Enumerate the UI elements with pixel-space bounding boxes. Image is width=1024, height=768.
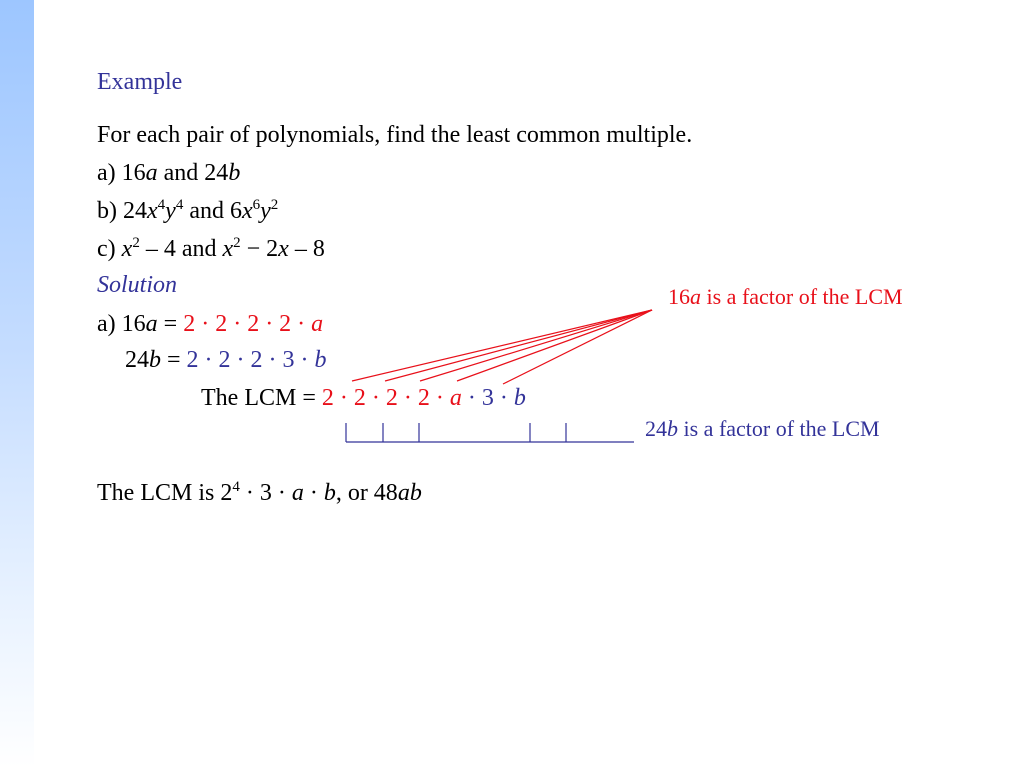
part-c: c) $x^2 - 4$ and $x^2 - 2x - 8$ <box>97 235 325 262</box>
slide-title: Example <box>97 69 183 95</box>
final-answer: The LCM is $2^4 \cdot 3 \cdot a \cdot b$, or 48ab <box>97 479 422 506</box>
note-24b-factor: 24b is a factor of the LCM <box>645 416 880 441</box>
solution-a: a) 16a = 2 · 2 · 2 · 2 · a <box>97 311 324 337</box>
red-pointer-lines <box>352 310 652 384</box>
lcm-line: The LCM = 2 · 2 · 2 · 2 · a · 3 · b <box>201 385 526 411</box>
part-a: a) 16a and 24b <box>97 160 241 186</box>
solution-label: Solution <box>97 272 178 298</box>
note-16a-factor: 16a is a factor of the LCM <box>668 284 903 309</box>
solution-b: 24b = 2 · 2 · 2 · 3 · b <box>125 347 327 373</box>
prompt-text: For each pair of polynomials, find the least common multiple. <box>97 122 693 148</box>
part-b: b) $24x^4y^4$ and $6x^6y^2$ <box>97 197 279 224</box>
blue-bracket-lines <box>346 423 634 442</box>
